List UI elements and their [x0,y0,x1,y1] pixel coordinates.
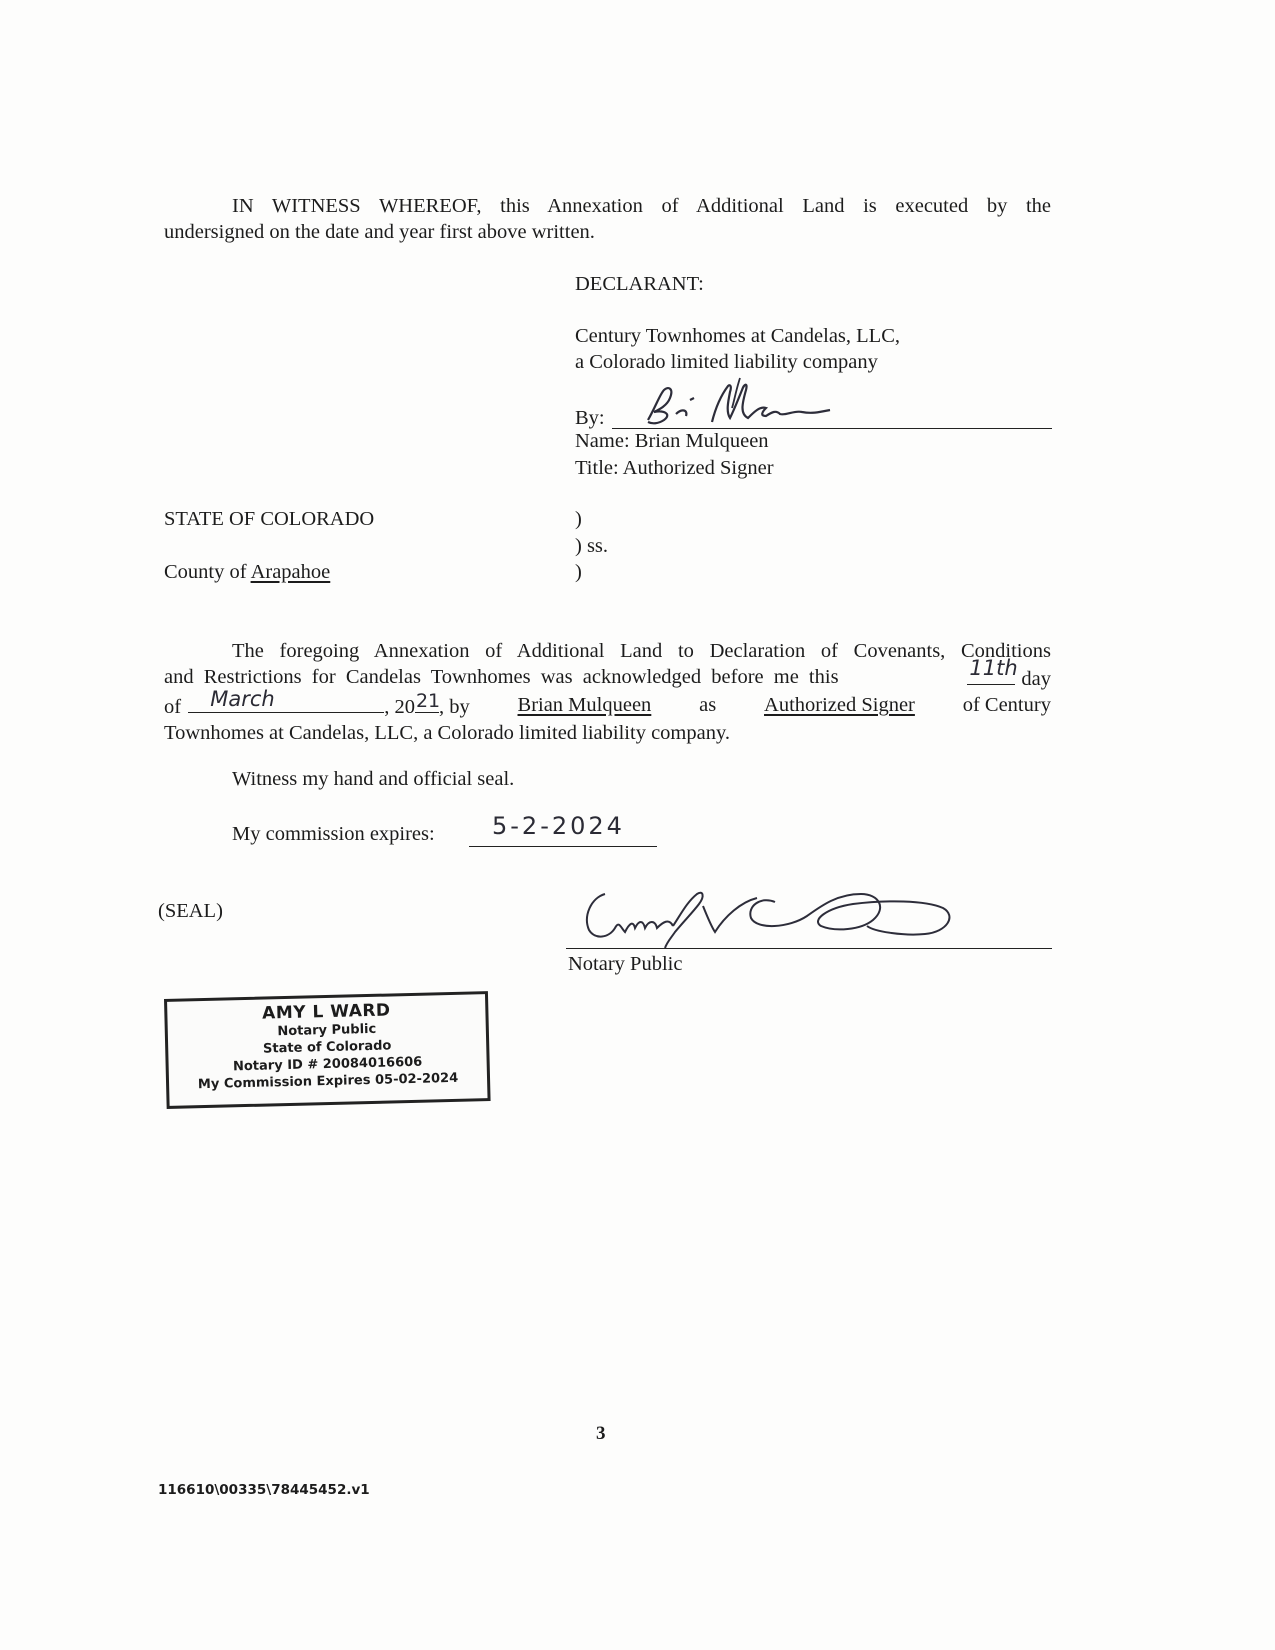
by-word: , by [438,696,470,718]
month-blank [188,687,384,713]
ack-line-1: The foregoing Annexation of Additional Land to Declaration of Covenants, Conditions [232,640,1051,662]
seal-title: Notary Public [277,1021,377,1040]
witness-paragraph [164,193,1051,245]
year-handwritten: 21 [415,690,441,712]
day-word: day [1021,668,1051,690]
acknowledgment-paragraph [164,638,1051,746]
commission-label: My commission expires: [232,823,435,845]
year-prefix: , 20 [384,696,415,718]
witness-continuation: undersigned on the date and year first above written. [164,221,595,243]
by-label: By: [575,407,605,429]
month-handwritten: March [210,687,275,711]
county-venue [164,559,330,585]
of-word: of [164,696,182,718]
notary-seal-stamp [164,991,491,1109]
signer-name: Brian Mulqueen [517,694,652,716]
ack-line-2 [164,656,1051,692]
declarant-heading: DECLARANT: [575,273,704,295]
venue-paren-1: ) [575,508,582,530]
page-number: 3 [596,1423,606,1444]
of-century: of Century [962,694,1051,716]
county-name: Arapahoe [250,561,331,583]
declarant-company: Century Townhomes at Candelas, LLC, [575,325,900,347]
ack-of-month [164,687,470,720]
witness-lead: IN WITNESS WHEREOF, this Annexation of Additional Land is executed by the [232,195,1051,217]
seal-name: AMY L WARD [261,1000,391,1024]
notary-public-label: Notary Public [568,953,683,975]
county-prefix: County of [164,561,251,583]
signer-title: Authorized Signer [764,694,915,716]
venue-paren-2: ) [575,561,582,583]
ack-line-3 [164,687,1051,720]
venue-ss: ) ss. [575,535,609,557]
seal-label: (SEAL) [158,900,223,922]
ack-line-4: Townhomes at Candelas, LLC, a Colorado limited liability company. [164,722,731,744]
seal-state: State of Colorado [262,1038,392,1057]
commission-blank-line [469,846,657,847]
seal-expiry: My Commission Expires 05-02-2024 [197,1070,459,1093]
as-word: as [699,694,717,716]
state-venue: STATE OF COLORADO [164,508,375,530]
ack-line-2-text: and Restrictions for Candelas Townhomes was acknowledged before me this [164,666,839,688]
year-blank [415,692,439,713]
commission-handwritten: 5-2-2024 [492,812,625,840]
day-handwritten: 11th [969,656,1018,680]
declarant-signature [630,376,840,434]
witness-hand-seal: Witness my hand and official seal. [232,768,515,790]
declarant-title: Title: Authorized Signer [575,457,774,479]
notary-signature [575,876,965,952]
ack-day-group [967,656,1051,692]
day-blank [967,656,1018,685]
declarant-company-type: a Colorado limited liability company [575,351,878,373]
notary-signature-line [566,948,1052,949]
document-id: 116610\00335\78445452.v1 [158,1482,370,1498]
seal-notary-id: Notary ID # 20084016606 [232,1054,423,1075]
declarant-name: Name: Brian Mulqueen [575,430,769,452]
